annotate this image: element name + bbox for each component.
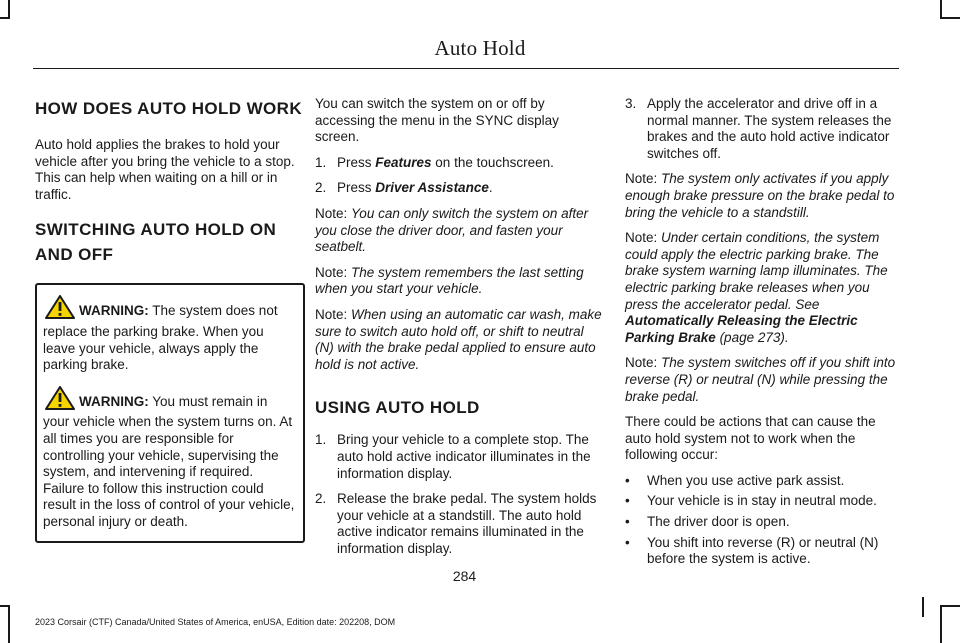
crop-mark (940, 605, 960, 607)
crop-mark (8, 605, 10, 643)
section-heading: HOW DOES AUTO HOLD WORK (35, 99, 303, 118)
warning-label: WARNING: (79, 393, 149, 409)
warning-text: The system does not replace the parking brake. When you leave your vehicle, always apply the parking brake. (43, 303, 278, 373)
crop-mark (0, 605, 10, 607)
step-text (337, 180, 493, 197)
title-divider (33, 68, 899, 69)
bullet-text: When you use active park assist. (647, 472, 845, 488)
step-text (337, 155, 554, 172)
warning-item (43, 295, 297, 373)
step-text: Release the brake pedal. The system holds your vehicle at a standstill. The auto hold active indicator remains illuminated in the information display. (337, 491, 597, 556)
page-reference: (page 273). (719, 329, 789, 345)
section-heading: USING AUTO HOLD (315, 398, 480, 418)
step-text: Apply the accelerator and drive off in a normal manner. The system releases the brakes and the auto hold active indicator switches off. (647, 96, 892, 161)
menu-item-reference: Features (375, 154, 432, 170)
warning-label: WARNING: (79, 303, 149, 319)
note-label: Note: (625, 230, 658, 246)
step-number: 1. (315, 432, 327, 448)
body-paragraph: There could be actions that can cause the auto hold system not to work when the following occur: (625, 414, 876, 463)
note-text: The system remembers the last setting when you start your vehicle. (315, 264, 584, 297)
crop-mark (0, 17, 10, 19)
step-number: 2. (315, 180, 327, 196)
crop-mark (940, 17, 960, 19)
list-item (315, 155, 603, 172)
bullet-text: You shift into reverse (R) or neutral (N) before the system is active. (647, 534, 879, 567)
note-label: Note: (315, 306, 348, 322)
column-left (35, 96, 305, 543)
warning-triangle-icon (45, 386, 75, 415)
list-item (625, 96, 897, 162)
page-title: Auto Hold (434, 36, 526, 60)
bullet-text: The driver door is open. (647, 514, 790, 530)
step-text-post: on the touchscreen. (431, 154, 554, 170)
step-text-post: . (488, 180, 493, 196)
list-item (625, 493, 897, 510)
warning-item (43, 386, 297, 531)
note (315, 265, 603, 298)
note (625, 230, 897, 346)
warning-text: You must remain in your vehicle when the system turns on. At all times you are responsible for controlling your vehicle, supervising the system, and intervening if required. Failure to follow this instruction could result in the loss of control of your vehicle, personal injury or death. (43, 393, 295, 529)
bullet-text: Your vehicle is in stay in neutral mode. (647, 493, 877, 509)
list-item (625, 514, 897, 531)
intro-paragraph: You can switch the system on or off by accessing the menu in the SYNC display screen. (315, 96, 559, 145)
note (315, 206, 603, 256)
note (625, 355, 897, 405)
step-number: 3. (625, 96, 637, 111)
warning-box (35, 283, 305, 542)
step-text-pre: Press (337, 180, 376, 196)
bullet: • (625, 472, 630, 488)
note-label: Note: (315, 264, 348, 280)
list-item (315, 180, 603, 197)
crop-mark (8, 0, 10, 17)
note-text: The system only activates if you apply enough brake pressure on the brake pedal to bring the vehicle to a standstill. (625, 171, 895, 220)
note-text: The system switches off if you shift into reverse (R) or neutral (N) while pressing the brake pedal. (625, 355, 896, 404)
edition-footer: 2023 Corsair (CTF) Canada/United States of America, enUSA, Edition date: 202208, DOM (35, 617, 396, 627)
column-right (625, 96, 897, 572)
list-item (315, 491, 603, 557)
list-item (625, 473, 897, 490)
bullet: • (625, 514, 630, 530)
menu-item-reference: Driver Assistance (375, 180, 489, 196)
note (625, 171, 897, 221)
crop-mark (922, 597, 924, 617)
crop-mark (940, 0, 942, 17)
note (315, 307, 603, 373)
step-text: Bring your vehicle to a complete stop. The auto hold active indicator illuminates in the information display. (337, 432, 591, 481)
page-number: 284 (452, 568, 477, 584)
bullet: • (625, 534, 630, 550)
crop-mark (940, 605, 942, 643)
note-label: Note: (625, 171, 658, 187)
step-number: 1. (315, 154, 327, 170)
note-text: When using an automatic car wash, make sure to switch auto hold off, or shift to neutral (N) with the brake pedal applied to ensure auto hold is not active. (315, 306, 602, 372)
cross-reference-link[interactable]: Automatically Releasing the Electric Parking Brake (625, 313, 858, 345)
list-item (625, 535, 897, 568)
note-label: Note: (625, 355, 658, 371)
warning-triangle-icon (45, 295, 75, 324)
section-heading: SWITCHING AUTO HOLD ON AND OFF (35, 220, 277, 265)
note-text: Under certain conditions, the system could apply the electric parking brake. The brake system warning lamp illuminates. The electric parking brake releases when you press the accelerator pedal. See (625, 230, 888, 312)
note-label: Note: (315, 205, 348, 221)
step-number: 2. (315, 491, 327, 507)
column-middle (315, 96, 603, 566)
intro-paragraph: Auto hold applies the brakes to hold your vehicle after you bring the vehicle to a stop. This can help when waiting on a hill or in traffic. (35, 137, 295, 202)
list-item (315, 432, 603, 482)
step-text-pre: Press (337, 154, 376, 170)
bullet: • (625, 493, 630, 509)
note-text: You can only switch the system on after you close the driver door, and fasten your seatbelt. (315, 205, 589, 255)
